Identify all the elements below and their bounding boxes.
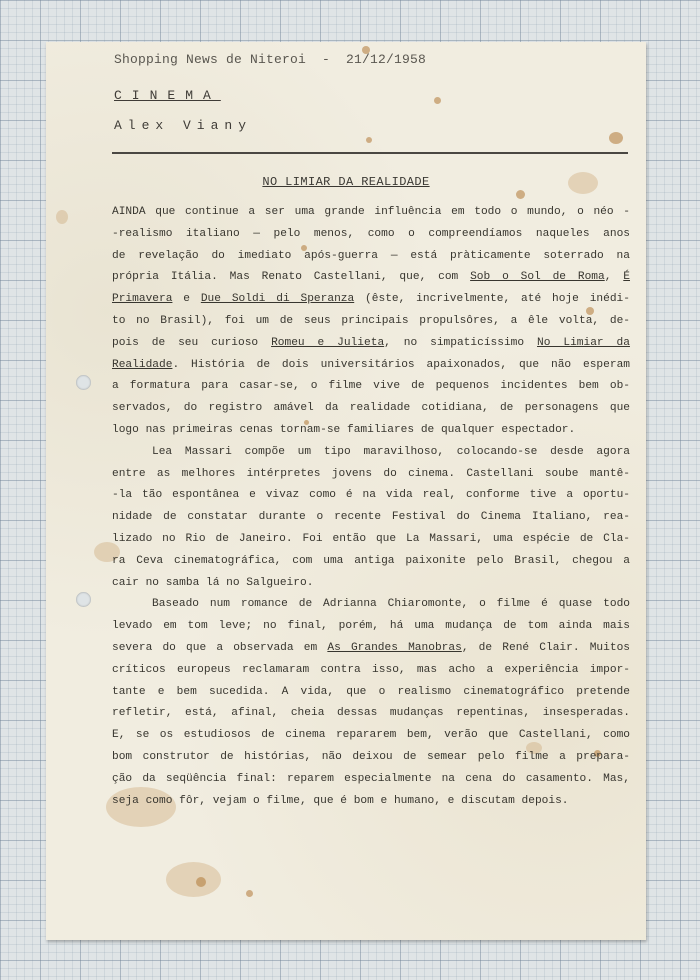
punch-hole [76, 592, 91, 607]
text-segment: refletir, está, afinal, cheia dessas mudanças repentinas, insesperadas. [112, 707, 630, 720]
text-segment: própria Itália. Mas Renato Castellani, que, com [112, 271, 471, 284]
text-line [112, 573, 630, 595]
text-segment: E, se os estudiosos de cinema repararem bem, verão que Castellani, como [112, 729, 630, 742]
text-line [112, 616, 630, 638]
text-line [112, 747, 630, 769]
film-title: Realidade [112, 358, 173, 371]
text-line [112, 311, 630, 333]
text-segment: lizado no Rio de Janeiro. Foi então que La Massari, uma espécie de Cla- [112, 532, 630, 545]
text-line [112, 791, 630, 813]
text-segment: ra Ceva cinematográfica, com uma antiga paixonite pelo Brasil, chegou a [112, 554, 630, 567]
article-body [112, 202, 630, 812]
text-segment: logo nas primeiras cenas tornam-se familiares de qualquer espectador. [112, 423, 576, 436]
article-title: NO LIMIAR DA REALIDADE [262, 175, 430, 189]
section-heading: CINEMA [114, 88, 221, 103]
text-segment: entre as melhores intérpretes jovens do cinema. Castellani soube mantê- [112, 467, 630, 480]
text-line [112, 485, 630, 507]
stain-spot [434, 97, 441, 104]
article-paragraph [112, 442, 630, 595]
text-line [112, 355, 630, 377]
text-segment: de revelação do imediato após-guerra — está pràticamente soterrado na [112, 249, 630, 262]
film-title: As Grandes Manobras [327, 641, 462, 654]
text-line [112, 551, 630, 573]
source-line: Shopping News de Niteroi - 21/12/1958 [114, 52, 427, 67]
text-line [112, 333, 630, 355]
text-line [112, 703, 630, 725]
text-line [112, 289, 630, 311]
text-line [112, 246, 630, 268]
stain-spot [56, 210, 68, 224]
text-segment: AINDA que continue a ser uma grande influência em todo o mundo, o néo - [112, 206, 630, 218]
text-line [112, 442, 630, 464]
text-line [112, 507, 630, 529]
text-segment: -la tão espontânea e vivaz como é na vida real, conforme tive a oportu- [112, 489, 630, 502]
text-segment: , de René Clair. Muitos [461, 641, 630, 654]
text-segment: tante e bem sucedida. A vida, que o realismo cinematográfico pretende [112, 685, 630, 698]
text-line [112, 529, 630, 551]
text-line [112, 398, 630, 420]
text-segment: seja como fôr, vejam o filme, que é bom e humano, e discutam depois. [112, 794, 569, 807]
text-line [112, 682, 630, 704]
stain-spot [609, 132, 623, 144]
stain-spot [166, 862, 221, 897]
film-title: Romeu e Julieta [271, 336, 385, 349]
text-segment: Lea Massari compõe um tipo maravilhoso, colocando-se desde agora [152, 445, 630, 458]
stain-spot [366, 137, 372, 143]
stain-spot [246, 890, 253, 897]
text-segment: críticos europeus reclamaram contra isso, mas acho a experiência impor- [112, 663, 630, 676]
text-segment: severa do que a observada em [112, 641, 328, 654]
text-segment: servados, do registro amável da realidade cotidiana, de personagens que [112, 402, 630, 415]
text-line [112, 420, 630, 442]
text-line [112, 638, 630, 660]
text-line [112, 725, 630, 747]
text-segment: bom construtor de histórias, não deixou de semear pelo filme a prepara- [112, 750, 630, 763]
text-segment: a formatura para casar-se, o filme vive de pequenos incidentes bem ob- [112, 380, 630, 393]
text-line [112, 769, 630, 791]
article-paragraph [112, 202, 630, 442]
author-name: Alex Viany [114, 118, 253, 133]
text-segment: Baseado num romance de Adrianna Chiaromonte, o filme é quase todo [152, 598, 630, 611]
film-title: Sob o Sol de Roma [470, 271, 605, 284]
text-segment: , no simpaticíssimo [384, 336, 538, 349]
stain-spot [516, 190, 525, 199]
text-segment: -realismo italiano — pelo menos, como o compreendíamos naqueles anos [112, 227, 630, 240]
text-line [112, 202, 630, 224]
film-title: No Limiar da [537, 336, 630, 349]
text-line [112, 660, 630, 682]
text-line [112, 224, 630, 246]
film-title: Due Soldi di Speranza [200, 293, 355, 306]
text-line [112, 376, 630, 398]
text-segment: to no Brasil), foi um de seus principais propulsôres, a êle volta, de- [112, 314, 630, 327]
text-line [112, 464, 630, 486]
typewritten-page [46, 42, 646, 940]
text-segment: cair no samba lá no Salgueiro. [112, 576, 314, 589]
text-segment: levado em tom leve; no final, porém, há uma mudança de tom ainda mais [112, 620, 630, 633]
film-title: É [623, 271, 630, 284]
text-segment: (êste, incrivelmente, até hoje inédi- [354, 293, 630, 306]
text-segment: e [172, 293, 201, 306]
text-segment: pois de seu curioso [112, 336, 272, 349]
text-segment: , [604, 271, 624, 284]
text-segment: nidade de constatar durante o recente Festival do Cinema Italiano, rea- [112, 511, 630, 524]
text-segment: ção da seqüência final: reparem especialmente na cena do casamento. Mas, [112, 772, 630, 785]
film-title: Primavera [112, 293, 173, 306]
stain-spot [196, 877, 206, 887]
text-segment: . História de dois universitários apaixonados, que não esperam [172, 358, 630, 371]
punch-hole [76, 375, 91, 390]
text-line [112, 594, 630, 616]
text-line [112, 267, 630, 289]
article-paragraph [112, 594, 630, 812]
header-rule [112, 152, 628, 154]
